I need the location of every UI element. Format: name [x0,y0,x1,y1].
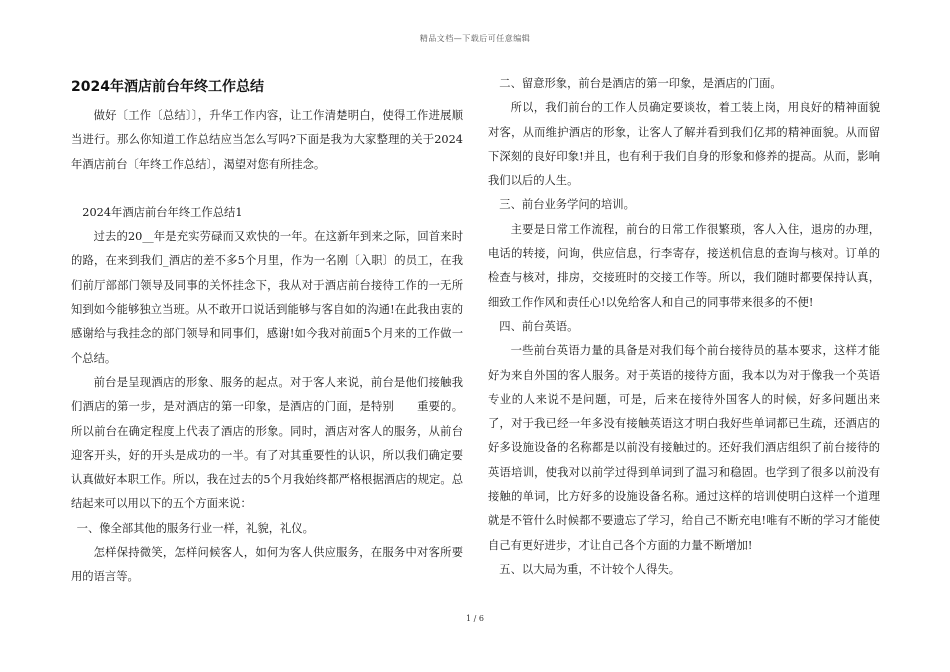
list-item-1: 一、像全部其他的服务行业一样，礼貌，礼仪。 [76,521,314,535]
paragraph-1: 过去的20__年是充实劳碌而又欢快的一年。在这新年到来之际，回首来时的路，在来到我们_酒店的差不多5个月里，作为一名刚〔入职〕的员工，在我们前厅部部门领导及同事的关怀挂念下，我从对于酒店前台接待工作的一无所知到如今能够独立当班。从不敢开口说话到能够与客自如的沟通!在此我由衷的感谢给与我挂念的部门领导和同事们，感谢!如今我对前面5个月来的工作做一个总结。 [71,230,463,365]
paragraph-gap [71,177,463,201]
paragraph-5: 主要是日常工作流程，前台的日常工作很繁琐，客人入住，退房的办理，电话的转接，问询，供应信息，行李寄存，接送机信息的查询与核对。订单的检查与核对，排房，交接班时的交接工作等。所以，我们随时都要保持认真，细致工作作风和责任心!以免给客人和自己的同事带来很多的不便! [488,222,880,309]
left-column [71,76,463,590]
document-title: 2024年酒店前台年终工作总结 [71,79,264,95]
header-note: 精品文档—下载后可任意编辑 [419,34,531,43]
paragraph-2: 前台是呈现酒店的形象、服务的起点。对于客人来说，前台是他们接触我们酒店的第一步，是对酒店的第一印象，是酒店的门面，是特别 重要的。所以前台在确定程度上代表了酒店的形象。同时，酒店对客人的服务，从前台迎客开头，好的开头是成功的一半。有了对其重要性的认识，所以我们确定要认真做好本职工作。所以，我在过去的5个月我始终都严格根据酒店的规定。总结起来可以用以下的五个方面来说： [71,375,463,511]
section-heading: 2024年酒店前台年终工作总结1 [82,205,243,219]
paragraph-6: 一些前台英语力量的具备是对我们每个前台接待员的基本要求，这样才能好为来自外国的客人服务。对于英语的接待方面，我本以为对于像我一个英语专业的人来说不是问题，可是，后来在接待外国客人的时候，好多问题出来了，对于我已经一年多没有接触英语这才明白我好些单词都已生疏，还酒店的好多设施设备的名称都是以前没有接触过的。还好我们酒店组织了前台接待的英语培训，使我对以前学过得到单词到了温习和稳固。也学到了很多以前没有接触的单词，比方好多的设施设备名称。通过这样的培训使明白这样一个道理就是不管什么时候都不要遗忘了学习，给自己不断充电!唯有不断的学习才能使自己有更好进步，才让自己各个方面的力量不断增加! [488,344,880,552]
list-item-4: 四、前台英语。 [499,319,579,333]
page-number: 1 / 6 [466,614,484,623]
intro-paragraph: 做好〔工作〔总结〕〕，升华工作内容，让工作清楚明白，使得工作进展顺当进行。那么你知道工作总结应当怎么写吗?下面是我为大家整理的关于2024年酒店前台〔年终工作总结〕，渴望对您有所挂念。 [71,109,463,171]
list-item-3: 三、前台业务学问的培训。 [499,198,635,212]
paragraph-3: 怎样保持微笑，怎样问候客人，如何为客人供应服务，在服务中对客所要用的语言等。 [71,546,463,584]
list-item-2: 二、留意形象，前台是酒店的第一印象，是酒店的门面。 [499,77,782,90]
paragraph-4: 所以，我们前台的工作人员确定要谈妆，着工装上岗，用良好的精神面貌对客，从而维护酒店的形象，让客人了解并看到我们亿邦的精神面貌。从而留下深刻的良好印象!并且，也有利于我们自身的形象和修养的提高。从而，影响我们以后的人生。 [488,101,880,188]
right-column [488,72,880,582]
list-item-5: 五、以大局为重，不计较个人得失。 [499,562,681,576]
